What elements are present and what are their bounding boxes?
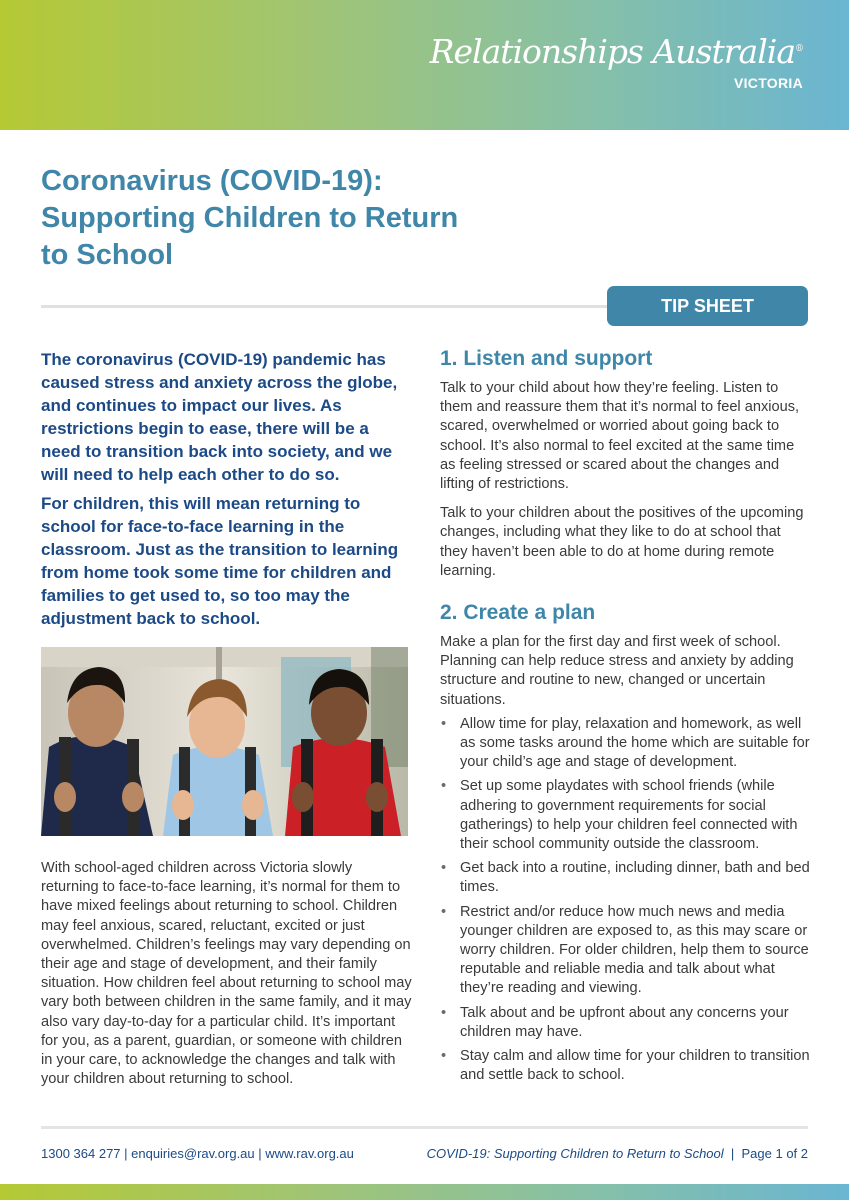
- brand-wordmark: Relationships Australia®: [429, 32, 803, 71]
- listen-paragraph-2: Talk to your children about the positives of the upcoming changes, including what they like to do at school that they haven’t been able to do at home during remote learning.: [440, 505, 804, 579]
- list-item: • Stay calm and allow time for your children to transition and settle back to school.: [441, 1048, 810, 1084]
- footer-banner: [0, 1184, 849, 1200]
- intro-lead-paragraph-1: The coronavirus (COVID-19) pandemic has caused stress and anxiety across the globe, and continues to impact our lives. As restrictions begin to ease, there will be a need to transition back into society, and we will need to help each other to do so.: [41, 350, 398, 484]
- brand-region: VICTORIA: [733, 75, 803, 91]
- listen-paragraph-1: Talk to your child about how they’re feeling. Listen to them and reassure them that it’s normal to feel anxious, scared, overwhelmed or worried about going back to school. It’s also normal to feel excited at the same time as feeling stressed or scared about the changes and lifting of restrictions.: [440, 380, 800, 493]
- bullet-icon: •: [441, 1004, 447, 1021]
- bullet-icon: •: [441, 903, 447, 920]
- list-item: • Get back into a routine, including dinner, bath and bed times.: [441, 860, 810, 896]
- right-column: [440, 344, 812, 1086]
- footer-contact: 1300 364 277 | enquiries@rav.org.au | www.rav.org.au: [41, 1146, 354, 1161]
- page-title: Coronavirus (COVID-19): Supporting Children to Return to School: [41, 165, 459, 271]
- bullet-icon: •: [441, 715, 447, 732]
- list-item: • Talk about and be upfront about any concerns your children may have.: [441, 1004, 789, 1040]
- footer-doc-info: COVID-19: Supporting Children to Return to School | Page 1 of 2: [426, 1146, 808, 1161]
- bullet-icon: •: [441, 860, 447, 877]
- intro-lead-paragraph-2: For children, this will mean returning to school for face-to-face learning in the classroom. Just as the transition to learning from home took some time for children and families to get used to, so too may the adjustment back to school.: [41, 494, 399, 628]
- list-item: • Restrict and/or reduce how much news and media younger children are exposed to, as this may scare or worry children. For older children, help them to source reputable and reliable media and talk about what they’re reading and viewing.: [441, 903, 809, 997]
- plan-paragraph: Make a plan for the first day and first week of school. Planning can help reduce stress and anxiety by adding structure and routine to new, changed or uncertain situations.: [440, 634, 794, 708]
- bullet-icon: •: [441, 778, 447, 795]
- footer-page-number: Page 1 of 2: [741, 1146, 808, 1161]
- header-banner: [0, 0, 849, 130]
- title-divider: [41, 305, 647, 308]
- brand-logo: [430, 30, 803, 91]
- intro-body-paragraph: With school-aged children across Victoria slowly returning to face-to-face learning, it’s normal for them to have mixed feelings about returning to school. Children may feel anxious, scared, reluctant, excited or just overwhelmed. Children’s feelings may vary depending on their age and stage of development, and their family situation. How children feel about returning to school may vary both between children in the same family, and it may also vary day-to-day for a particular child. It’s important for you, as a parent, guardian, or someone with children in your care, to acknowledge the changes and talk with your children about returning to school.: [41, 860, 412, 1088]
- list-item: • Allow time for play, relaxation and homework, as well as some tasks around the home which are suitable for your child’s age and stage of development.: [441, 715, 810, 771]
- section-heading-listen: 1. Listen and support: [440, 347, 653, 370]
- tip-sheet-badge: TIP SHEET: [607, 286, 808, 326]
- children-photo: [41, 647, 408, 836]
- list-item: • Set up some playdates with school friends (while adhering to government requirements for social gatherings) to help your children feel connected with their school community outside the classroom.: [441, 778, 798, 853]
- footer-doc-title: COVID-19: Supporting Children to Return to School: [426, 1146, 724, 1161]
- plan-bullet-list: [440, 715, 812, 1086]
- bullet-icon: •: [441, 1048, 447, 1065]
- footer-divider: [41, 1126, 808, 1129]
- section-heading-plan: 2. Create a plan: [440, 601, 596, 625]
- page-footer: [41, 1145, 808, 1163]
